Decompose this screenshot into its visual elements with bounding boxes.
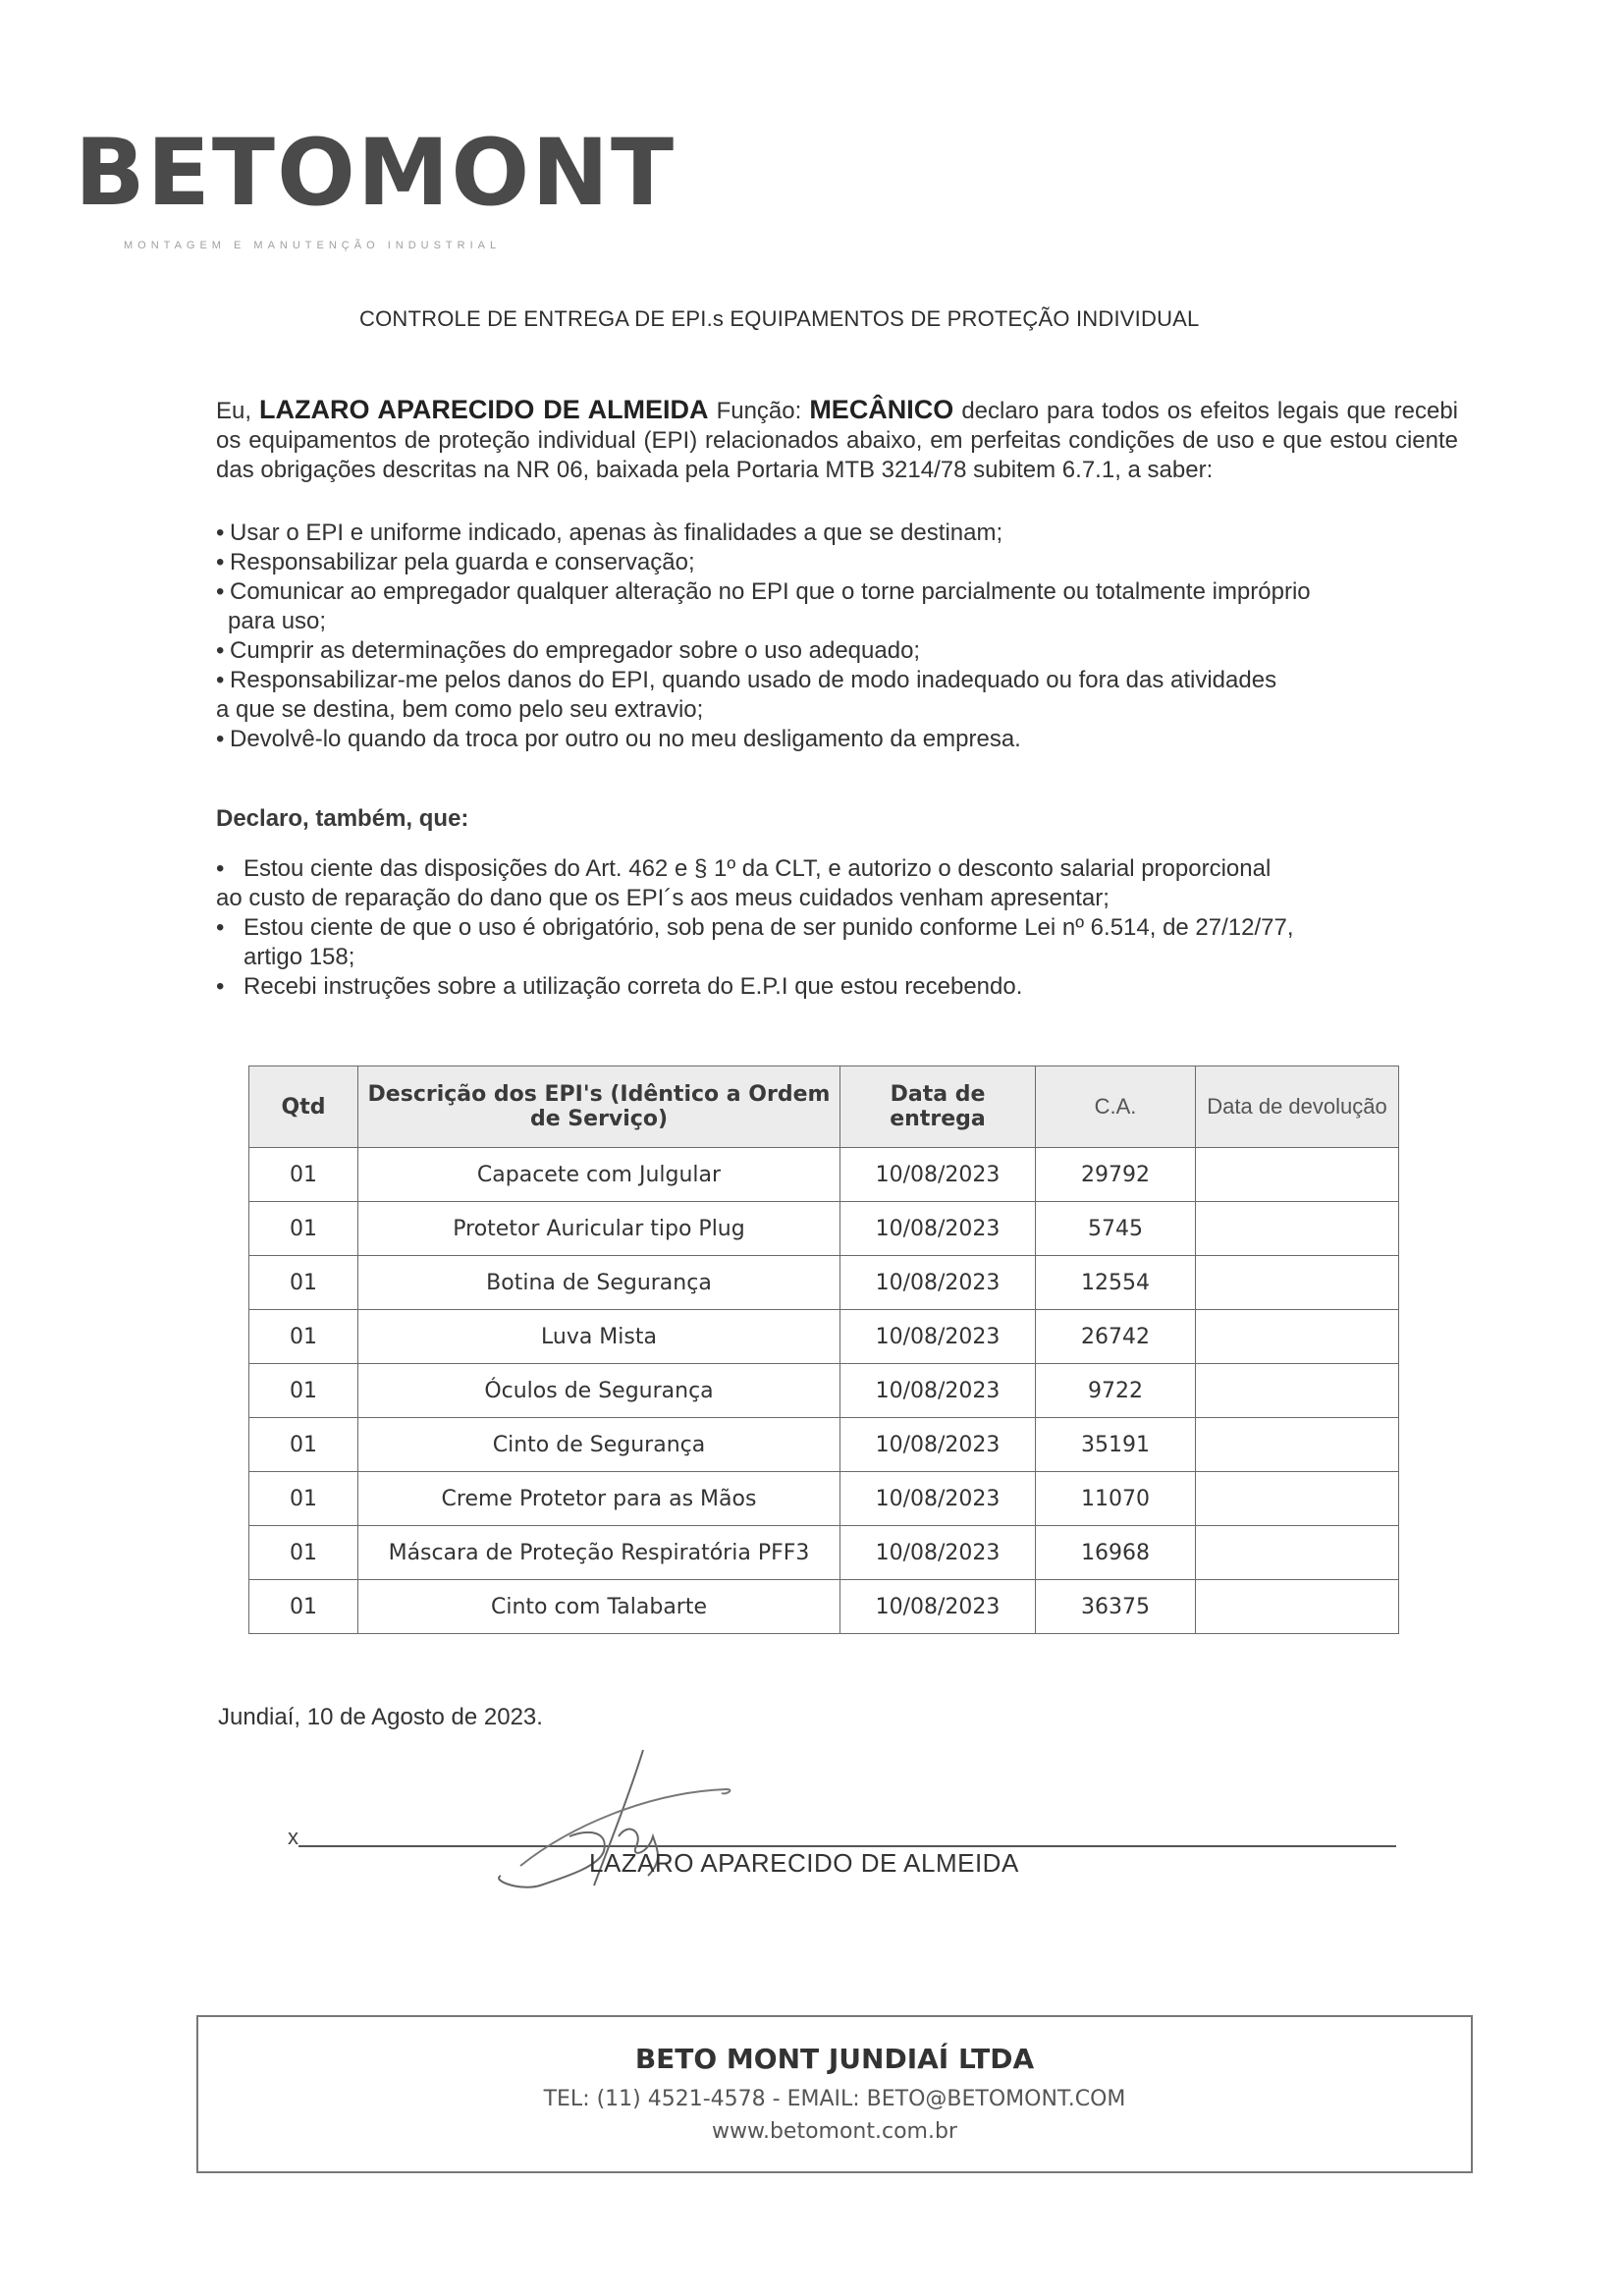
- table-row: [249, 1526, 1399, 1580]
- cell-ca: 9722: [1036, 1364, 1196, 1418]
- logo-wordmark: BETOMONT: [75, 120, 677, 227]
- header-return-date: Data de devolução: [1196, 1066, 1399, 1148]
- cell-qtd: 01: [249, 1472, 358, 1526]
- cell-description: Luva Mista: [358, 1310, 840, 1364]
- cell-qtd: 01: [249, 1148, 358, 1202]
- bullet-icon: •: [216, 973, 225, 1000]
- list-item-continuation: a que se destina, bem como pelo seu extravio;: [216, 696, 704, 723]
- cell-ca: 26742: [1036, 1310, 1196, 1364]
- cell-delivery-date: 10/08/2023: [840, 1418, 1036, 1472]
- list-item-continuation: para uso;: [228, 608, 327, 634]
- list-item: • Devolvê-lo quando da troca por outro ou no meu desligamento da empresa.: [216, 726, 1021, 752]
- cell-delivery-date: 10/08/2023: [840, 1364, 1036, 1418]
- cell-qtd: 01: [249, 1256, 358, 1310]
- cell-qtd: 01: [249, 1202, 358, 1256]
- bullet-icon: •: [216, 667, 225, 693]
- table-row: [249, 1202, 1399, 1256]
- list-item: • Comunicar ao empregador qualquer alteração no EPI que o torne parcialmente ou totalmente impróprio: [216, 578, 1311, 605]
- cell-return-date: [1196, 1418, 1399, 1472]
- cell-return-date: [1196, 1580, 1399, 1634]
- table-row: [249, 1418, 1399, 1472]
- list-item: • Cumprir as determinações do empregador sobre o uso adequado;: [216, 637, 921, 664]
- cell-delivery-date: 10/08/2023: [840, 1202, 1036, 1256]
- footer-company-name: BETO MONT JUNDIAÍ LTDA: [634, 2043, 1035, 2075]
- cell-ca: 35191: [1036, 1418, 1196, 1472]
- signer-name: LAZARO APARECIDO DE ALMEIDA: [589, 1848, 1019, 1878]
- also-declare-heading: Declaro, também, que:: [216, 805, 469, 832]
- cell-delivery-date: 10/08/2023: [840, 1472, 1036, 1526]
- list-item-continuation: ao custo de reparação do dano que os EPI´s aos meus cuidados venham apresentar;: [216, 885, 1110, 911]
- company-logo: [75, 120, 677, 251]
- obligations-list: [216, 519, 1458, 754]
- cell-description: Capacete com Julgular: [358, 1148, 840, 1202]
- cell-ca: 29792: [1036, 1148, 1196, 1202]
- cell-return-date: [1196, 1202, 1399, 1256]
- employee-role: MECÂNICO: [809, 395, 954, 424]
- cell-description: Cinto com Talabarte: [358, 1580, 840, 1634]
- footer-website: www.betomont.com.br: [712, 2119, 957, 2144]
- cell-description: Máscara de Proteção Respiratória PFF3: [358, 1526, 840, 1580]
- cell-return-date: [1196, 1256, 1399, 1310]
- header-ca: C.A.: [1036, 1066, 1196, 1148]
- cell-ca: 16968: [1036, 1526, 1196, 1580]
- header-delivery-date: Data de entrega: [840, 1066, 1036, 1148]
- list-item-continuation: artigo 158;: [244, 944, 355, 970]
- footer-box: [196, 2015, 1473, 2173]
- bullet-icon: •: [216, 637, 225, 664]
- cell-return-date: [1196, 1364, 1399, 1418]
- table-row: [249, 1472, 1399, 1526]
- list-item: • Responsabilizar pela guarda e conservação;: [216, 549, 695, 575]
- list-item: • Estou ciente das disposições do Art. 462 e § 1º da CLT, e autorizo o desconto salarial proporcional: [216, 855, 1272, 882]
- cell-delivery-date: 10/08/2023: [840, 1526, 1036, 1580]
- cell-return-date: [1196, 1526, 1399, 1580]
- table-header-row: [249, 1066, 1399, 1148]
- header-qtd: Qtd: [249, 1066, 358, 1148]
- bullet-icon: •: [216, 549, 225, 575]
- cell-ca: 12554: [1036, 1256, 1196, 1310]
- table-row: [249, 1364, 1399, 1418]
- cell-qtd: 01: [249, 1364, 358, 1418]
- list-item: • Estou ciente de que o uso é obrigatório, sob pena de ser punido conforme Lei nº 6.514, de 27/12/77,: [216, 914, 1294, 941]
- cell-qtd: 01: [249, 1418, 358, 1472]
- table-row: [249, 1580, 1399, 1634]
- signature-line: [298, 1845, 1396, 1847]
- cell-delivery-date: 10/08/2023: [840, 1148, 1036, 1202]
- bullet-icon: •: [216, 914, 225, 941]
- declaration-prefix: Eu,: [216, 398, 252, 424]
- declaration-paragraph: [216, 395, 1458, 485]
- cell-ca: 36375: [1036, 1580, 1196, 1634]
- footer-contact: TEL: (11) 4521-4578 - EMAIL: BETO@BETOMONT.COM: [543, 2087, 1126, 2111]
- cell-description: Cinto de Segurança: [358, 1418, 840, 1472]
- table-row: [249, 1256, 1399, 1310]
- cell-ca: 5745: [1036, 1202, 1196, 1256]
- table-row: [249, 1310, 1399, 1364]
- cell-description: Protetor Auricular tipo Plug: [358, 1202, 840, 1256]
- cell-description: Óculos de Segurança: [358, 1364, 840, 1418]
- cell-ca: 11070: [1036, 1472, 1196, 1526]
- bullet-icon: •: [216, 578, 225, 605]
- employee-name: LAZARO APARECIDO DE ALMEIDA: [259, 395, 709, 424]
- list-item: • Recebi instruções sobre a utilização correta do E.P.I que estou recebendo.: [216, 973, 1023, 1000]
- cell-description: Creme Protetor para as Mãos: [358, 1472, 840, 1526]
- document-title: CONTROLE DE ENTREGA DE EPI.s EQUIPAMENTOS DE PROTEÇÃO INDIVIDUAL: [359, 306, 1200, 331]
- list-item: • Usar o EPI e uniforme indicado, apenas às finalidades a que se destinam;: [216, 519, 1003, 546]
- header-description: Descrição dos EPI's (Idêntico a Ordem de Serviço): [358, 1066, 840, 1148]
- cell-description: Botina de Segurança: [358, 1256, 840, 1310]
- cell-return-date: [1196, 1310, 1399, 1364]
- bullet-icon: •: [216, 855, 225, 882]
- signature-x-mark: x: [288, 1825, 298, 1849]
- cell-return-date: [1196, 1472, 1399, 1526]
- cell-delivery-date: 10/08/2023: [840, 1256, 1036, 1310]
- list-item: • Responsabilizar-me pelos danos do EPI, quando usado de modo inadequado ou fora das atividades: [216, 667, 1277, 693]
- cell-return-date: [1196, 1148, 1399, 1202]
- table-row: [249, 1148, 1399, 1202]
- cell-qtd: 01: [249, 1526, 358, 1580]
- cell-delivery-date: 10/08/2023: [840, 1580, 1036, 1634]
- declaration-text: declaro para todos os efeitos legais que recebi os equipamentos de proteção individual (EPI) relacionados abaixo, em perfeitas condições de uso e que estou ciente das obrigações descritas na NR 06, baixada pela Portaria MTB 3214/78 subitem 6.7.1, a saber:: [216, 398, 1459, 483]
- bullet-icon: •: [216, 726, 225, 752]
- place-date: Jundiaí, 10 de Agosto de 2023.: [218, 1704, 543, 1730]
- logo-tagline: MONTAGEM E MANUTENÇÃO INDUSTRIAL: [124, 240, 502, 251]
- cell-delivery-date: 10/08/2023: [840, 1310, 1036, 1364]
- also-declare-list: [216, 854, 1458, 1002]
- role-label: Função:: [716, 398, 802, 424]
- cell-qtd: 01: [249, 1310, 358, 1364]
- epi-table: [248, 1066, 1399, 1634]
- cell-qtd: 01: [249, 1580, 358, 1634]
- bullet-icon: •: [216, 519, 225, 546]
